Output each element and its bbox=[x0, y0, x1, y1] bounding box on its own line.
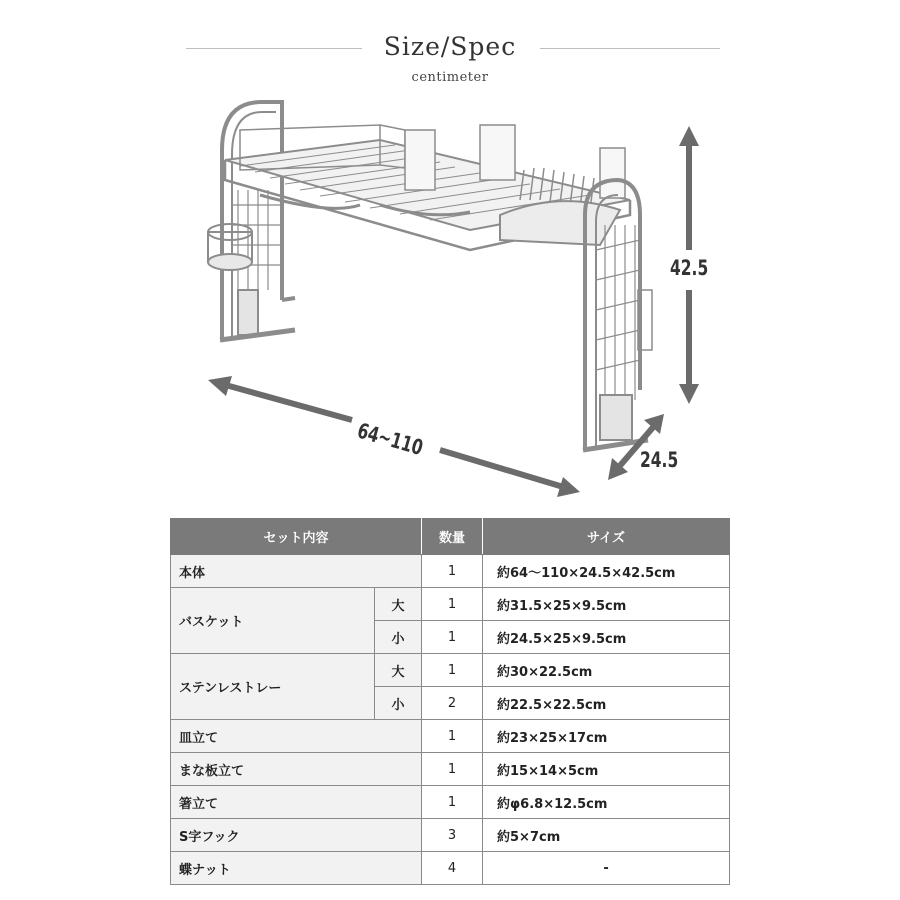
item-size: 約5×7cm bbox=[483, 819, 730, 852]
header-set-contents: セット内容 bbox=[171, 519, 422, 555]
item-variant: 小 bbox=[375, 621, 422, 654]
table-row bbox=[171, 555, 730, 588]
item-size: 約23×25×17cm bbox=[483, 720, 730, 753]
depth-dimension-label: 24.5 bbox=[640, 448, 679, 472]
item-variant: 大 bbox=[375, 654, 422, 687]
item-qty: 1 bbox=[422, 786, 483, 819]
table-row bbox=[171, 654, 730, 687]
item-size: 約24.5×25×9.5cm bbox=[483, 621, 730, 654]
spec-table bbox=[170, 518, 730, 885]
item-name: 本体 bbox=[171, 555, 422, 588]
table-row bbox=[171, 786, 730, 819]
unit-subtitle: centimeter bbox=[411, 70, 489, 85]
item-size: 約φ6.8×12.5cm bbox=[483, 786, 730, 819]
item-qty: 2 bbox=[422, 687, 483, 720]
height-dimension-label: 42.5 bbox=[670, 256, 709, 280]
header-quantity: 数量 bbox=[422, 519, 483, 555]
table-row bbox=[171, 753, 730, 786]
item-qty: 4 bbox=[422, 852, 483, 885]
table-row bbox=[171, 720, 730, 753]
table-row bbox=[171, 852, 730, 885]
item-size: 約30×22.5cm bbox=[483, 654, 730, 687]
item-name: S字フック bbox=[171, 819, 422, 852]
header-size: サイズ bbox=[483, 519, 730, 555]
item-variant: 小 bbox=[375, 687, 422, 720]
item-size: 約22.5×22.5cm bbox=[483, 687, 730, 720]
item-size: - bbox=[483, 852, 730, 885]
item-qty: 1 bbox=[422, 621, 483, 654]
item-qty: 1 bbox=[422, 753, 483, 786]
item-qty: 3 bbox=[422, 819, 483, 852]
item-name: 蝶ナット bbox=[171, 852, 422, 885]
item-qty: 1 bbox=[422, 720, 483, 753]
item-qty: 1 bbox=[422, 654, 483, 687]
item-size: 約31.5×25×9.5cm bbox=[483, 588, 730, 621]
item-qty: 1 bbox=[422, 588, 483, 621]
table-row bbox=[171, 819, 730, 852]
item-size: 約15×14×5cm bbox=[483, 753, 730, 786]
item-name: ステンレストレー bbox=[171, 654, 375, 720]
item-qty: 1 bbox=[422, 555, 483, 588]
item-name: バスケット bbox=[171, 588, 375, 654]
width-dimension-label: 64~110 bbox=[354, 418, 426, 460]
item-variant: 大 bbox=[375, 588, 422, 621]
item-size: 約64〜110×24.5×42.5cm bbox=[483, 555, 730, 588]
item-name: まな板立て bbox=[171, 753, 422, 786]
item-name: 箸立て bbox=[171, 786, 422, 819]
table-row bbox=[171, 588, 730, 621]
item-name: 皿立て bbox=[171, 720, 422, 753]
page-title: Size/Spec bbox=[383, 32, 517, 61]
table-header-row bbox=[171, 519, 730, 555]
